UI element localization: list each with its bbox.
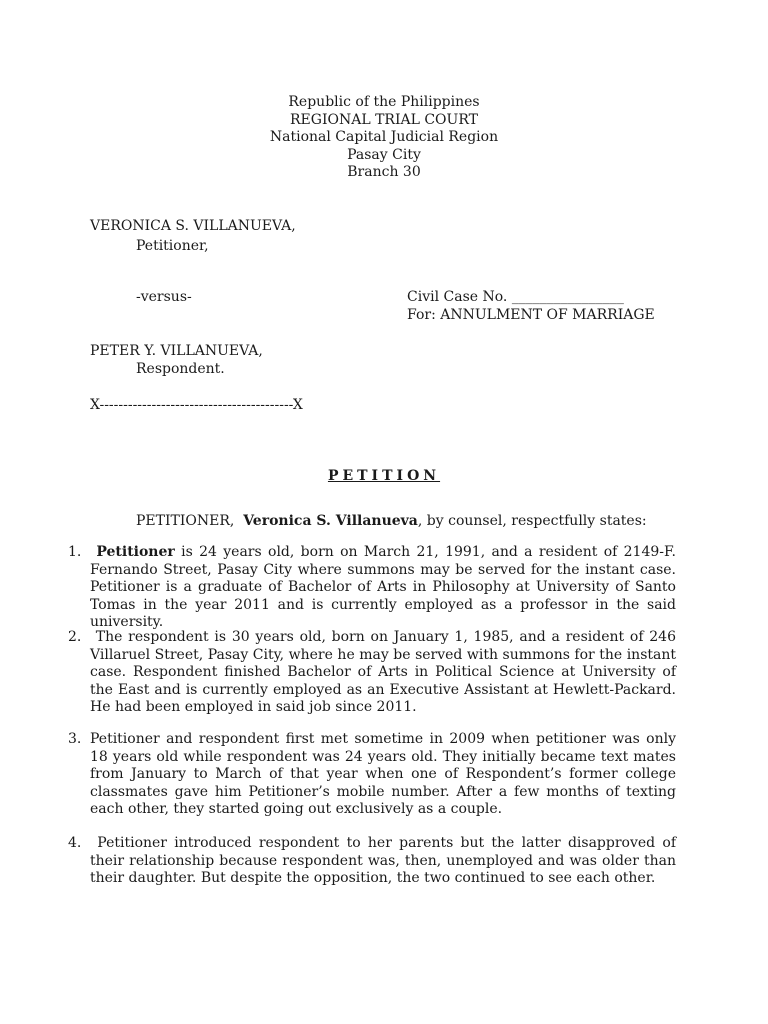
case-nature: For: ANNULMENT OF MARRIAGE — [407, 307, 655, 323]
intro-prefix: PETITIONER, — [136, 513, 235, 529]
intro-suffix: , by counsel, respectfully states: — [417, 513, 647, 529]
paragraph-1 — [68, 544, 676, 632]
caption-separator: X-----------------------------------------X — [90, 397, 303, 413]
petitioner-name: VERONICA S. VILLANUEVA, — [90, 218, 296, 234]
paragraph-4 — [68, 835, 676, 888]
header-court: REGIONAL TRIAL COURT — [290, 111, 478, 128]
paragraph-number: 4. — [68, 835, 82, 851]
paragraph-text: is 24 years old, born on March 21, 1991, and a resident of 2149-F. Fernando Street, Pasay City where summons may be served for the instant case. Petitioner is a graduate of Bachelor of Arts in Philosophy at University of Santo Tomas in the year 2011 and is currently employed as a professor in the said university. — [90, 544, 676, 630]
respondent-name: PETER Y. VILLANUEVA, — [90, 343, 263, 359]
header-city: Pasay City — [347, 146, 421, 163]
document-title: PETITION — [327, 468, 441, 484]
paragraph-text: Petitioner introduced respondent to her parents but the latter disapproved of their relationship because respondent was, then, unemployed and was older than their daughter. But despite the opposition, the two continued to see each other. — [90, 835, 676, 886]
intro-petitioner-name: Veronica S. Villanueva — [243, 513, 418, 529]
header-branch: Branch 30 — [347, 164, 421, 180]
paragraph-3 — [68, 731, 676, 819]
paragraph-text: The respondent is 30 years old, born on January 1, 1985, and a resident of 246 Villaruel Street, Pasay City, where he may be served with summons for the instant case. Respondent finished Bachelor of Arts in Political Science at University of the East and is currently employed as an Executive Assistant at Hewlett-Packard. He had been employed in said job since 2011. — [90, 629, 676, 715]
paragraph-text: Petitioner and respondent first met sometime in 2009 when petitioner was only 18 years old while respondent was 24 years old. They initially became text mates from January to March of that year when one of Respondent’s former college classmates gave him Petitioner’s mobile number. After a few months of texting each other, they started going out exclusively as a couple. — [90, 731, 676, 817]
petitioner-role: Petitioner, — [136, 238, 209, 254]
court-header — [0, 94, 768, 182]
header-region: National Capital Judicial Region — [269, 129, 499, 145]
paragraph-number: 3. — [68, 731, 82, 747]
versus-label: -versus- — [136, 289, 192, 305]
header-republic: Republic of the Philippines — [288, 94, 480, 110]
civil-case-number: Civil Case No. ________________ — [407, 289, 624, 305]
paragraph-lead: Petitioner — [96, 544, 175, 560]
paragraph-number: 2. — [68, 629, 82, 645]
paragraph-2 — [68, 629, 676, 717]
respondent-role: Respondent. — [136, 361, 225, 377]
intro-statement — [136, 513, 647, 529]
paragraph-number: 1. — [68, 544, 82, 560]
